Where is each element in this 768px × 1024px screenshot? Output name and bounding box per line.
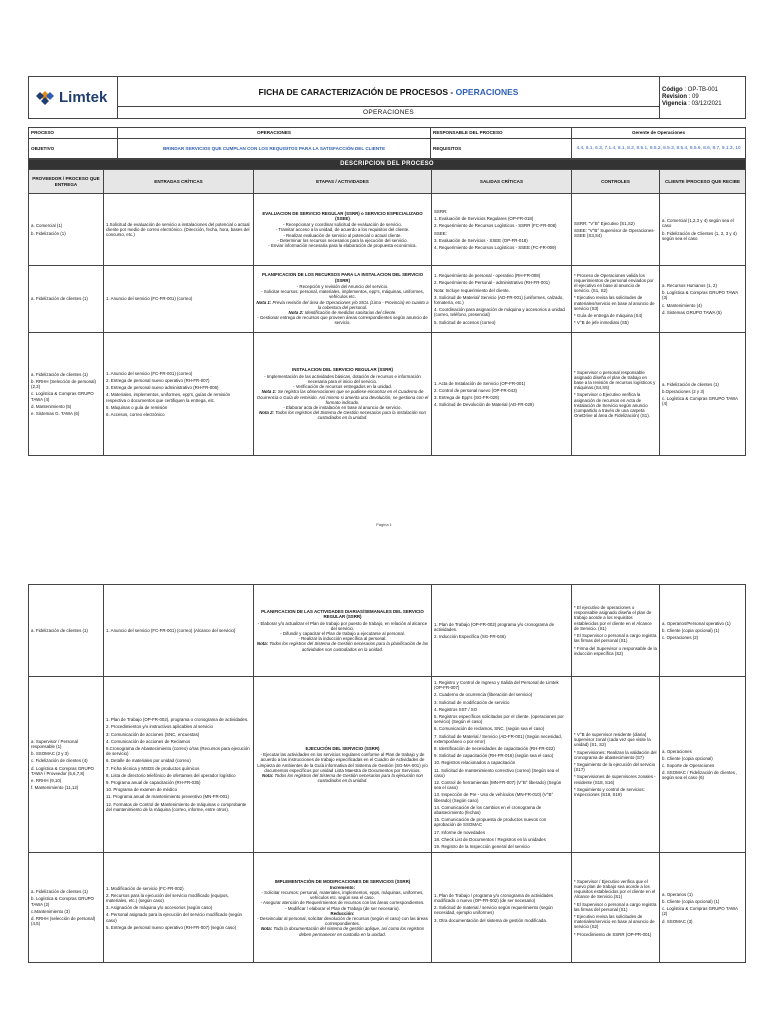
- salidas-line: 2. Control de personal nuevo (OP-FR-043): [434, 387, 517, 393]
- etapa-note-text: Toda la documentación del sistema de gestión aplique, así como los registros deben permanecer en custodia en la unidad.: [272, 926, 425, 937]
- salidas-line: Nota: Incluye requerimiento del cliente.: [434, 287, 510, 293]
- etapa-subtitle: Reducción:: [330, 910, 355, 916]
- salidas-line: 2. Cuaderno de ocurrencia (liberación del servicio): [434, 692, 533, 698]
- table-row: [29, 677, 746, 853]
- header-table: [28, 76, 746, 119]
- cliente-line: b.Operaciones (2 y 3): [662, 388, 705, 394]
- salidas-line: 2. Requerimiento de Recursos Logísticos - SSRR (FC-FR-008): [434, 223, 557, 229]
- entradas-line: 12. Formatos de Control de Mantenimiento de máquinas o comprobante del mantenimiento de la máquina (correo, informe, entre otros).: [106, 801, 247, 812]
- responsable-label: RESPONSABLE DEL PROCESO: [431, 128, 572, 139]
- etapa-line: - Implementación de las actividades básicas, dotación de recursos e información necesaria para el inicio del servicio.: [264, 373, 421, 384]
- entradas-cell: [104, 194, 254, 266]
- objetivo-label: OBJETIVO: [29, 139, 118, 159]
- etapa-title: INSTALACION DEL SERVICIO REGULAR (SSRR): [292, 367, 393, 373]
- entradas-line: 6. Detalle de materiales por unidad (correo): [106, 758, 191, 764]
- salidas-cell: [432, 677, 572, 853]
- proveedor-line: b. SSOMAC (2 y 3): [31, 751, 69, 757]
- limtek-logo-icon: [35, 90, 55, 106]
- etapa-note-text: Todos los registros del Sistema de Gestión necesarios para la planificación de las actividades son custodiados en la unidad.: [268, 641, 429, 652]
- salidas-line: 3. Solicitud de modificación de servicio: [434, 699, 510, 705]
- salidas-line: SSRR:: [434, 208, 448, 214]
- process-table-2: [28, 584, 746, 963]
- etapa-line: - Enviar información necesaria para la elaboración de propuesta económica.: [268, 243, 417, 248]
- responsable-value: Gerente de Operaciones: [572, 128, 746, 139]
- salidas-line: 19. Registro de la Inspección general del servicio: [434, 844, 530, 850]
- controles-line: * Supervisor / Ejecutivo verifica que el nuevo plan de trabajo sea acorde a los requisitos establecidos por el cliente en el Alcance de Servicio.(S1): [574, 878, 656, 900]
- proveedor-line: e. RRHH (9,10): [31, 778, 62, 784]
- entradas-line: 11. Programa anual de mantenimiento preventivo (MN-FR-001): [106, 794, 229, 800]
- entradas-line: 4. Materiales, implementos, uniformes, epp's, guías de remisión respectiva o documentos que certifiquen la entrega, etc.: [106, 392, 231, 403]
- cliente-cell: [660, 677, 746, 853]
- table-row: [29, 266, 746, 333]
- company-logo: [29, 89, 117, 107]
- etapa-line: - Ejecutar las actividades en los servicios regulares conforme al Plan de trabajo y de acuerdo a las instrucciones de trabajo especificadas en el Cuadro de Actividades de Limpieza de Ambientes de la Guía informativa del Sistema de Gestión (SG-MA-001) y/o documentos específicos por unidad Lista Maestra de Documentos por Servicios.: [257, 752, 428, 773]
- salidas-line: 1. Requerimiento de personal - operativo (RH-FR-008): [434, 273, 541, 279]
- entradas-line: 1. Modificación de servicio (FC-FR-002): [106, 885, 184, 891]
- controles-cell: [572, 853, 660, 963]
- salidas-line: 17. Informe de novedades: [434, 829, 486, 835]
- col-controles: CONTROLES: [572, 170, 660, 194]
- entradas-line: 1. Anuncio del servicio (FC-FR-001) (correo): [106, 370, 193, 376]
- table-row: [29, 585, 746, 677]
- controles-cell: [572, 266, 660, 333]
- etapa-line: - Asegurar atención de Requerimientos de recursos con las áreas correspondientes.: [260, 900, 425, 906]
- etapa-note-text: Todos los registros del Sistema de Gestión necesarios para la instalación son custodiados en la unidad.: [274, 410, 426, 421]
- controles-line: * Seguimiento de la ejecución del servicio (S17): [574, 762, 656, 773]
- cliente-line: c. Logística & Compras GRUPO TAWA (2): [662, 906, 738, 917]
- document-meta: [660, 77, 746, 119]
- cliente-line: b. Logística & Compras GRUPO TAWA (3): [662, 290, 738, 301]
- entradas-line: 9. Programa anual de capacitación (RH-FR-035): [106, 780, 201, 786]
- controles-cell: [572, 677, 660, 853]
- proveedor-line: a. Comercial (1): [31, 223, 63, 229]
- controles-line: * Ejecutivo revisa las solicitudes de materiales/servicio en base al anuncio de servicio (S3): [574, 295, 655, 311]
- salidas-line: 3. Solicitud de Material/ Servicio (AD-FR-001) (uniformes, calzado, fornatería, etc.): [434, 294, 564, 305]
- col-cliente: CLIENTE /PROCESO QUE RECIBE: [660, 170, 746, 194]
- col-salidas: SALIDAS CRÍTICAS: [432, 170, 572, 194]
- etapa-line: - Recepción y revisión del Anuncio del servicio.: [296, 283, 389, 289]
- etapa-line: - Verificación de recursos entregados en la unidad.: [293, 384, 392, 390]
- controles-line: SSRR: "V°B° Ejecutivo (S1,S2): [574, 220, 635, 226]
- controles-line: * El ejecutivo de operaciones o responsable asignado diseña el plan de trabajo acorde a los requisitos establecidos por el cliente en el Alcance de Servicio. (S1): [574, 605, 652, 631]
- proveedor-line: a. Fidelización de clientes (1): [31, 889, 88, 895]
- etapa-line: - Difundir y capacitar el Plan de trabajo a ejecutarse al personal.: [280, 631, 405, 636]
- table-row: [29, 333, 746, 456]
- etapa-line: - Realizar evaluación de servicio al potencial o actual cliente.: [283, 232, 402, 238]
- etapa-title: EJECUCIÓN DEL SERVICIO (SSRR): [305, 745, 380, 751]
- col-proveedor: PROVEEDOR / PROCESO QUE ENTREGA: [29, 170, 104, 194]
- entradas-line: 5. Máquinas o guía de remisión: [106, 404, 168, 410]
- controles-line: * Firma del Supervisor o responsable de la inducción específica (S2): [574, 645, 657, 656]
- proveedor-cell: [29, 585, 104, 677]
- entradas-cell: [104, 333, 254, 456]
- sheet-page-1: [28, 76, 745, 456]
- etapa-line: - Gestionar entrega de recursos que proveen áreas correspondientes según anuncio de servicio.: [257, 315, 428, 326]
- document-subtitle: OPERACIONES: [118, 107, 660, 119]
- document-title: [118, 77, 660, 107]
- etapa-note: [256, 389, 429, 405]
- controles-line: * Proceso de Operaciones valida los requerimientos de personal enviados por el ejecutivo en base al anuncio de servicio. (S1, S2): [574, 272, 654, 294]
- etapa-line: - Elaborar y/o actualizar el Plan de trabajo por puesto de trabajo, en relación al alcance del servicio.: [257, 620, 428, 631]
- salidas-line: 3. Entrega de Epp's (SG-FR-029): [434, 395, 500, 400]
- cliente-cell: [660, 194, 746, 266]
- revision-value: : 09: [687, 94, 699, 100]
- entradas-line: 6. Accesos, correo electrónico: [106, 412, 165, 417]
- etapa-title: EVALUACION DE SERVICIO REGULAR (SSRR) o SERVICIO ESPECIALIZADO (SSEE): [262, 210, 423, 221]
- entradas-line: 1. Anuncio del servicio (FC-FR-001) (correo) (Alcance del servicio): [106, 627, 236, 633]
- cliente-line: c. Mantenimiento (4): [662, 302, 703, 308]
- entradas-line: 3. Comunicación de acciones (SNC, encuestas): [106, 731, 200, 737]
- proveedor-line: c.Mantenimiento (3): [31, 908, 70, 914]
- controles-line: SSEE: "V°B° Supervisor de Operaciones- SSEE (S3,S4): [574, 227, 655, 239]
- salidas-line: 3. Otra documentación del sistema de gestión modificada.: [434, 917, 547, 923]
- salidas-line: SSEE:: [434, 230, 447, 236]
- sheet-page-2: [28, 584, 745, 963]
- cliente-line: d. SSOMAC / Fidelización de clientes , según sea el caso (6): [662, 770, 738, 781]
- etapa-title: IMPLEMENTACIÓN DE MODIFICACIONES DE SERVICIOS (SSRR): [274, 878, 411, 884]
- controles-line: * Seguimiento y control de servicios: Inspecciones (S18, S19): [574, 786, 645, 798]
- controles-line: * Procedimiento de SSRR (OP-PR-001): [574, 931, 652, 937]
- cliente-line: a. Comercial (1,2,3 y 4) según sea el caso: [662, 218, 734, 229]
- etapa-cell: [254, 677, 432, 853]
- proveedor-line: d. RRHH (selección de personal) (4,5): [31, 915, 96, 927]
- etapa-note: [256, 300, 429, 310]
- proveedor-line: d. Mantenimiento (5): [31, 403, 72, 409]
- etapa-line: - Realizar la inducción específica al personal.: [298, 636, 387, 642]
- title-blue: OPERACIONES: [455, 86, 519, 97]
- process-info-table: [28, 127, 746, 159]
- vigencia-label: Vigencia: [662, 101, 687, 107]
- salidas-line: 18. Check List de Documentos / Registros en la unidades: [434, 836, 546, 842]
- salidas-line: 2. Inducción Específica (SG-FR-046): [434, 634, 506, 640]
- etapa-cell: [254, 585, 432, 677]
- salidas-cell: [432, 853, 572, 963]
- cliente-cell: [660, 333, 746, 456]
- controles-cell: [572, 194, 660, 266]
- requisitos-label: REQUISITOS: [431, 139, 572, 159]
- page-number: Página 1: [376, 522, 392, 527]
- proveedor-line: a. Fidelización de clientes (1): [31, 627, 88, 633]
- proveedor-line: d. Logística & Compras GRUPO TAWA / Proveedor (5,6,7,8): [31, 765, 94, 776]
- cliente-line: d. Sistemas GRUPO TAWA (5): [662, 309, 722, 315]
- revision-label: Revision: [662, 94, 688, 100]
- cliente-line: a. Recursos Humanos (1, 2): [662, 282, 717, 288]
- etapa-note-label: Nota 1:: [256, 299, 272, 305]
- proveedor-line: b. Logística & Compras GRUPO TAWA (2): [31, 896, 94, 907]
- entradas-line: 1.Solicitud de evaluación de servicio a instalaciones del potencial o actual cliente por medio de correo electrónico. (Dirección, fecha, hora, bases del concurso, etc.): [106, 221, 250, 238]
- codigo-label: Código: [662, 87, 683, 93]
- salidas-line: 2. Requerimiento de Personal - administrativo (RH-FR-001): [434, 280, 550, 286]
- proveedor-cell: [29, 677, 104, 853]
- controles-line: * Guía de entrega de máquina (S4): [574, 313, 643, 318]
- logo-cell: [29, 77, 118, 119]
- entradas-cell: [104, 585, 254, 677]
- etapa-note-text: Identificación de medidas sanitarias del cliente.: [303, 309, 397, 315]
- col-entradas: ENTRADAS CRÍTICAS: [104, 170, 254, 194]
- proveedor-line: a. Fidelización de clientes (1): [31, 296, 88, 302]
- proceso-label: PROCESO: [29, 128, 118, 139]
- proveedor-cell: [29, 266, 104, 333]
- table-row: [29, 853, 746, 963]
- etapa-line: - Recepcionar y coordinar solicitud de evaluación de servicio.: [282, 222, 403, 228]
- col-etapas: ETAPAS / ACTIVIDADES: [254, 170, 432, 194]
- entradas-line: 1. Plan de Trabajo (OP-FR-002), programa o cronograma de actividades.: [106, 717, 249, 723]
- proveedor-line: b. RRHH (Selección de personal) (2,3): [31, 378, 96, 390]
- etapa-note: [256, 410, 429, 420]
- cliente-cell: [660, 853, 746, 963]
- salidas-line: 4. Coordinación para asignación de máquina y accesorios a unidad (correo, teléfono, presencial): [434, 307, 565, 318]
- controles-line: * El Supervisor o personal a cargo registra las firmas del personal (S1): [574, 633, 657, 644]
- salidas-line: 9. Solicitud de capacitación (RH-FR-016) (según sea el caso): [434, 753, 554, 759]
- proveedor-line: a. Supervisor / Personal responsable (1): [31, 738, 78, 750]
- proceso-value: OPERACIONES: [118, 128, 431, 139]
- table-row: [29, 194, 746, 266]
- cliente-cell: [660, 585, 746, 677]
- salidas-line: 7. Solicitud de Material / Servicio (AD-FR-001) (Según necesidad, extemporáneo o por error): [434, 733, 562, 744]
- salidas-line: 2. Solicitud de material / servicio según requerimiento (según necesidad, ejemplo uniformes): [434, 905, 553, 916]
- entradas-line: 8. Lista de directorio telefónico de ofertantes del operador logístico: [106, 772, 236, 778]
- entradas-line: 5.Cronograma de Abastecimiento (correo) o/ras (Recursos para ejecución de servicio): [106, 746, 250, 757]
- entradas-line: 7. Ficha técnica y MSDS de productos químicos: [106, 765, 200, 771]
- etapa-cell: [254, 333, 432, 456]
- etapa-line: - Solicitar recursos: personal, materiales, implementos, epp's, máquinas, uniformes, vehículos etc.: [261, 289, 424, 300]
- controles-line: * Supervisor o personal responsable asignado diseña el plan de trabajo en base a la revisión de recursos logísticos y máquinas.(S4,S5): [574, 369, 656, 391]
- salidas-line: 14. Comunicación de los cambios en el cronograma de abastecimiento (fechas): [434, 804, 542, 816]
- controles-line: * Supervisiones de supervisores zonales - residente (S18, S16): [574, 774, 656, 785]
- etapa-note-text: Se registra las observaciones que se pudiese encontrar en el Cuaderno de Ocurrencia o Guía de remisión. Así mismo si amerita una devolución, se gestiona con el formato indicado.: [256, 389, 429, 405]
- etapa-note-label: Nota 1:: [261, 389, 277, 395]
- proveedor-cell: [29, 853, 104, 963]
- logo-text: Limtek: [59, 88, 108, 106]
- salidas-line: 1. Evaluación de Servicios Regulares (OP-FR-018): [434, 216, 534, 222]
- cliente-line: d. SSOMAC (3): [662, 918, 693, 924]
- salidas-cell: [432, 333, 572, 456]
- proveedor-line: b. Fidelización (1): [31, 230, 66, 236]
- proveedor-line: f. Mantenimiento (11,12): [31, 785, 79, 791]
- etapa-line: - Modificar / elaborar el Plan de Trabajo (de ser necesario).: [285, 905, 400, 911]
- etapa-cell: [254, 266, 432, 333]
- etapa-note-label: Nota 2:: [259, 410, 274, 416]
- etapa-cell: [254, 853, 432, 963]
- entradas-line: 2. Procedimientos y/o instructivos aplicables al servicio: [106, 724, 213, 730]
- entradas-line: 4. Comunicación de acciones de Reclamos: [106, 738, 191, 744]
- proveedor-cell: [29, 194, 104, 266]
- proveedor-cell: [29, 333, 104, 456]
- title-black: FICHA DE CARACTERIZACIÓN DE PROCESOS -: [258, 86, 456, 97]
- cliente-line: c. Logística & Compras GRUPO TAWA (4): [662, 396, 738, 407]
- entradas-line: 4. Personal asignado para la ejecución del servicio modificado (según caso): [106, 912, 242, 923]
- cliente-line: a. Fidelización de clientes (1): [662, 381, 719, 387]
- salidas-line: 4. Solicitud de Devolución de Material (AD-FR-029): [434, 402, 534, 408]
- entradas-cell: [104, 853, 254, 963]
- salidas-line: 13. Inspección de Pre - Uso de vehículos (MN-FR-010) (V°B° liberado) (Según caso): [434, 792, 554, 803]
- etapa-title: PLANIFICACION DE LAS ACTIVIDADES DIARIAS/SEMANALES DEL SERVICIO REGULAR (SSRR): [261, 609, 424, 620]
- controles-line: * Supervisiones: Realizan la validación del cronograma de abastecimiento (S7): [574, 749, 657, 760]
- section-title: DESCRIPCION DEL PROCESO: [29, 160, 746, 170]
- controles-cell: [572, 333, 660, 456]
- salidas-line: 15. Comunicación de propuesta de productos nuevos con aprobación de SSOMAC: [434, 817, 547, 828]
- controles-line: * El Supervisor o personal a cargo registra las firmas del personal (S1): [574, 901, 657, 912]
- salidas-cell: [432, 194, 572, 266]
- salidas-line: 1. Acta de Instalación de Servicio (OP-FR-001): [434, 380, 526, 386]
- etapa-note: [256, 773, 429, 783]
- etapa-note-text: Todos los registros del Sistema de Gestión necesarios para la ejecución son custodiados en la unidad.: [273, 772, 423, 784]
- proveedor-line: c. Logística & Compras GRUPO TAWA (4): [31, 391, 94, 402]
- entradas-line: 5. Entrega de personal nuevo operativo (RH-FR-007) (según caso): [106, 924, 237, 930]
- salidas-line: 1. Plan de Trabajo / programa y/o cronograma de actividades modificado o nuevo (OP-FR-002) (de ser necesario): [434, 892, 554, 903]
- salidas-line: 4. Registros SST / SO: [434, 706, 478, 712]
- cliente-line: c. Operaciones (2): [662, 635, 699, 641]
- salidas-line: 1. Registro y Control de Ingreso y Salida del Personal de Limtek (OP-FR-007): [434, 680, 559, 691]
- cliente-line: a. Operarios (1): [662, 891, 693, 897]
- cliente-line: b. Cliente (copia opcional): [662, 755, 713, 761]
- process-table-1: [28, 159, 746, 456]
- etapa-note-text: Previa revisión del área de Operaciones y/o SIOL (Lima - Provincia) en cuanto a la cobertura del personal.: [271, 299, 429, 310]
- etapa-line: - Determinar los recursos necesarios para la ejecución del servicio.: [277, 237, 408, 243]
- objetivo-value: BRINDAR SERVICIOS QUE CUMPLAN CON LOS REQUISITOS PARA LA SATISFACCIÓN DEL CLIENTE: [118, 139, 431, 159]
- cliente-line: a. Operaciones: [662, 748, 692, 754]
- cliente-line: c. Soporte de Operaciones: [662, 763, 715, 769]
- etapa-note-label: Nota:: [262, 772, 274, 778]
- salidas-line: 8. Identificación de necesidades de capacitación (RH-FR-022): [434, 746, 555, 752]
- cliente-line: b. Cliente (copia opcional) (1): [662, 898, 720, 904]
- etapa-note-label: Nota:: [260, 926, 273, 932]
- cliente-line: b. Fidelización de Clientes (1, 2, 3 y 4) según sea el caso: [662, 230, 737, 241]
- requisitos-value: 4.4, 6.1, 6.3, 7.1.4, 8.1, 8.2, 8.5.1, 8.5.2, 8.5.3, 8.5.4, 8.5.6, 8.6, 8.7, 9.1.3, 10: [572, 139, 746, 159]
- controles-line: * Ejecutivo revisa las solicitudes de materiales/servicio en base al anuncio de servicio (S2): [574, 913, 655, 930]
- entradas-line: 10. Programa de examen de médico: [106, 787, 178, 793]
- controles-cell: [572, 585, 660, 677]
- etapa-line: - Desvincular al personal, solicitar devolución de recursos (según el caso) con las áreas correspondientes.: [257, 916, 428, 927]
- entradas-line: 3. Asignación de máquina y/o accesorios (según caso): [106, 905, 213, 911]
- cliente-line: a. Operarios/Personal operativo (1): [662, 620, 731, 626]
- salidas-line: 5. Registros específicos solicitados por el cliente. (operaciones por servicio) (Según el caso): [434, 714, 564, 725]
- salidas-line: 12. Control de herramientas (MN-FR-007) (V°B° liberado) (Según sea el caso): [434, 780, 562, 791]
- proveedor-line: a. Fidelización de clientes (1): [31, 371, 88, 377]
- etapa-line: - Solicitar recursos: personal, materiales, implementos, epps, máquinas, uniformes, vehículos etc. según sea el caso.: [261, 890, 424, 901]
- controles-line: * V°B de jefe inmediato (S5): [574, 320, 629, 326]
- salidas-cell: [432, 266, 572, 333]
- entradas-cell: [104, 677, 254, 853]
- cliente-line: b. Cliente (copia opcional) (1): [662, 627, 720, 633]
- salidas-line: 4. Requerimiento de Recursos Logísticos - SSEE (FC-FR-009): [434, 244, 557, 250]
- etapa-cell: [254, 194, 432, 266]
- salidas-line: 11. Solicitud de mantenimiento correctivo (correo) (Según sea el caso): [434, 767, 559, 778]
- salidas-line: 5. Solicitud de accesos (correo): [434, 319, 496, 325]
- proveedor-line: e. Sistemas G. TAWA (6): [31, 411, 80, 416]
- entradas-line: 2. Entrega de personal nuevo operativo (RH-FR-007): [106, 377, 210, 383]
- salidas-line: 1. Plan de Trabajo (OP-FR-002) programa y/o cronograma de actividades.: [434, 621, 555, 632]
- salidas-line: 3. Evaluación de Servicios - SSEE (OP-FR-018): [434, 237, 528, 243]
- etapa-note: [256, 641, 429, 651]
- vigencia-value: : 03/12/2021: [686, 101, 722, 107]
- etapa-line: - Elaborar acta de instalación en base al anuncio de servicio.: [283, 404, 402, 410]
- etapa-line: - Tramitar acceso a la unidad, de acuerdo a los requisitos del cliente.: [275, 227, 410, 233]
- entradas-line: 1. Anuncio del servicio (FC-FR-001) (correo): [106, 296, 193, 302]
- etapa-note-label: Nota:: [256, 641, 269, 647]
- etapa-note-label: Nota 2:: [288, 309, 304, 315]
- etapa-title: PLANIFICACION DE LOS RECURSOS PARA LA INSTALACION DEL SERVICIO (SSRR): [261, 272, 424, 283]
- entradas-line: 2. Recursos para la ejecución del servicio modificado (equipos, materiales, etc.) (según caso): [106, 892, 229, 903]
- entradas-line: 3. Entrega de personal nuevo administrativo (RH-FR-006): [106, 385, 219, 391]
- etapa-note: [256, 926, 429, 936]
- salidas-cell: [432, 585, 572, 677]
- salidas-line: 10. Registros relacionados a capacitación: [434, 760, 516, 766]
- controles-line: * Supervisor o Ejecutivo verifica la asignación de recursos en Acta de Instalación de Servicio según anuncio (compartido a través de una carpeta OneDrive al área de Fidelización) (S1).: [574, 392, 650, 419]
- controles-line: * V°B de supervisor residente (diaria) supervisor zonal (cada vez que visite la unidad) (S1, S2): [574, 732, 651, 748]
- proveedor-line: c. Fidelización de clientes (4): [31, 758, 88, 764]
- entradas-cell: [104, 266, 254, 333]
- etapa-subtitle: Incremento:: [329, 884, 356, 890]
- cliente-cell: [660, 266, 746, 333]
- codigo-value: : OP-TB-001: [682, 87, 719, 93]
- salidas-line: 6. Comunicación de reclamos, SNC. (según sea el caso): [434, 726, 545, 732]
